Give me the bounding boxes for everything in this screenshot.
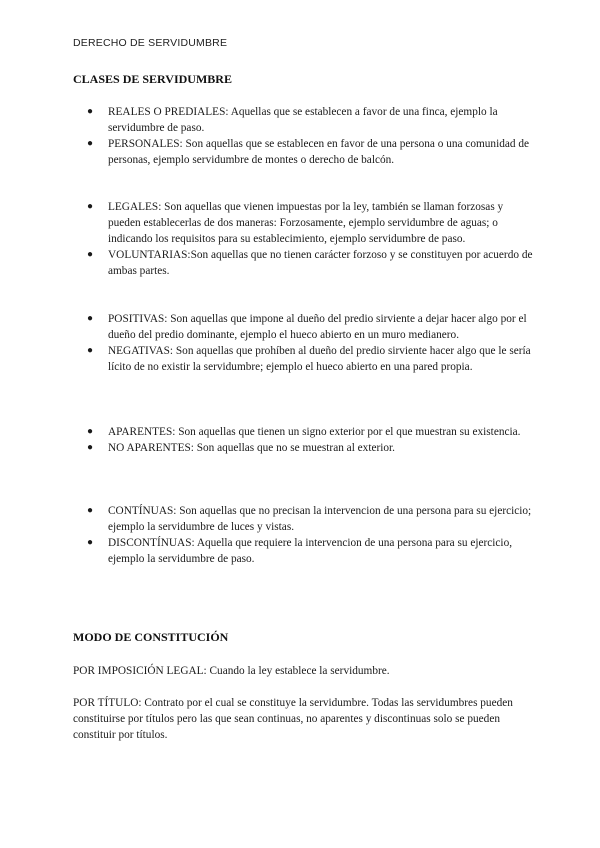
list-item-text: DISCONTÍNUAS: Aquella que requiere la intervencion de una persona para su ejercicio, ejemplo la servidumbre de paso. (108, 537, 513, 565)
section-title-modo: MODO DE CONSTITUCIÓN (73, 630, 229, 644)
section-title-clases: CLASES DE SERVIDUMBRE (73, 72, 232, 86)
list-item-text: PERSONALES: Son aquellas que se establecen en favor de una persona o una comunidad de personas, ejemplo servidumbre de montes o derecho de balcón. (108, 138, 530, 166)
list-item (87, 440, 537, 456)
list-item (87, 311, 537, 343)
bullet-icon: ● (87, 138, 94, 149)
list-item-text: APARENTES: Son aquellas que tienen un signo exterior por el que muestran su existencia. (108, 426, 521, 438)
bullet-icon: ● (87, 313, 94, 324)
list-item (87, 247, 537, 279)
bullet-icon: ● (87, 106, 94, 117)
list-item-text: VOLUNTARIAS:Son aquellas que no tienen carácter forzoso y se constituyen por acuerdo de ambas partes. (108, 249, 533, 277)
bullet-group-continuas (87, 503, 537, 567)
bullet-icon: ● (87, 345, 94, 356)
bullet-icon: ● (87, 249, 94, 260)
list-item (87, 424, 537, 440)
bullet-icon: ● (87, 442, 94, 453)
list-item (87, 535, 537, 567)
list-item-text: CONTÍNUAS: Son aquellas que no precisan la intervencion de una persona para su ejercicio; ejemplo la servidumbre de luces y vistas. (108, 505, 532, 533)
bullet-group-reales-personales (87, 104, 537, 168)
list-item-text: LEGALES: Son aquellas que vienen impuestas por la ley, también se llaman forzosas y pueden establecerlas de dos maneras: Forzosamente, ejemplo servidumbre de aguas; o indicando los requisitos para su establecimiento, ejemplo servidumbre de paso. (108, 201, 504, 245)
paragraph-imposicion-legal: POR IMPOSICIÓN LEGAL: Cuando la ley establece la servidumbre. (73, 665, 390, 677)
list-item (87, 136, 537, 168)
bullet-icon: ● (87, 537, 94, 548)
bullet-group-aparentes (87, 424, 537, 456)
list-item (87, 104, 537, 136)
bullet-icon: ● (87, 505, 94, 516)
bullet-group-legales-voluntarias (87, 199, 537, 279)
list-item-text: REALES O PREDIALES: Aquellas que se establecen a favor de una finca, ejemplo la servidumbre de paso. (108, 106, 498, 134)
document-header: DERECHO DE SERVIDUMBRE (73, 37, 228, 49)
bullet-group-positivas-negativas (87, 311, 537, 375)
bullet-icon: ● (87, 426, 94, 437)
paragraph-por-titulo: POR TÍTULO: Contrato por el cual se constituye la servidumbre. Todas las servidumbres pueden constituirse por títulos pero las que sean continuas, no aparentes y discontinuas solo se pueden constituir por títulos. (73, 697, 513, 741)
bullet-icon: ● (87, 201, 94, 212)
list-item-text: NO APARENTES: Son aquellas que no se muestran al exterior. (108, 442, 395, 454)
list-item-text: NEGATIVAS: Son aquellas que prohíben al dueño del predio sirviente hacer algo que le sería lícito de no existir la servidumbre; ejemplo el hueco abierto en una pared propia. (108, 345, 531, 373)
list-item-text: POSITIVAS: Son aquellas que impone al dueño del predio sirviente a dejar hacer algo por el dueño del predio dominante, ejemplo el hueco abierto en un muro medianero. (108, 313, 527, 341)
list-item (87, 199, 537, 247)
list-item (87, 503, 537, 535)
list-item (87, 343, 537, 375)
